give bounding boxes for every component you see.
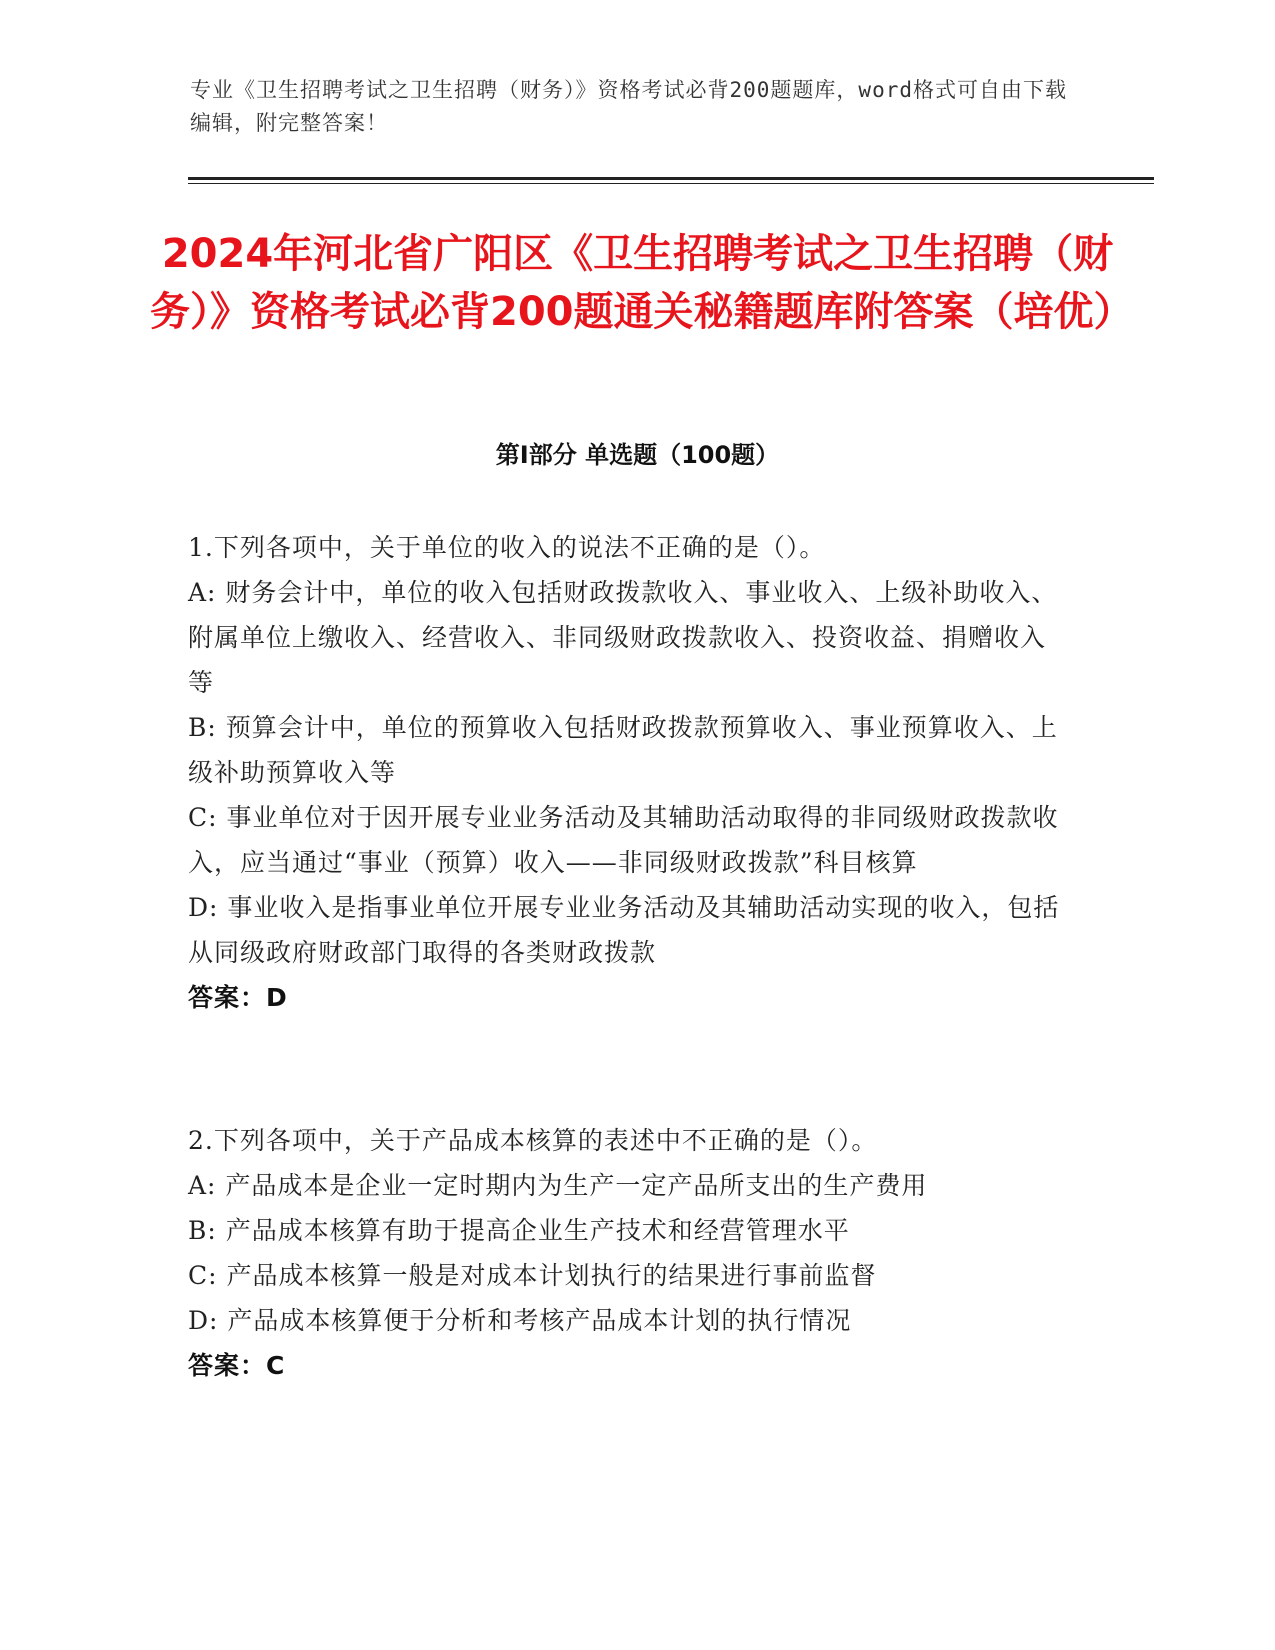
option-c: C: 事业单位对于因开展专业业务活动及其辅助活动取得的非同级财政拨款收入，应当通过“事业（预算）收入——非同级财政拨款”科目核算 [188, 803, 1059, 877]
question-stem: 2.下列各项中，关于产品成本核算的表述中不正确的是（）。 [188, 1126, 878, 1155]
question-1 [188, 525, 1068, 1020]
option-b: B: 产品成本核算有助于提高企业生产技术和经营管理水平 [188, 1216, 850, 1245]
answer: 答案：C [188, 1351, 286, 1380]
header-note: 专业《卫生招聘考试之卫生招聘（财务）》资格考试必背200题题库，word格式可自由下载编辑，附完整答案！ [190, 78, 1067, 135]
header-divider-thick [188, 177, 1154, 180]
document-title: 2024年河北省广阳区《卫生招聘考试之卫生招聘（财务）》资格考试必背200题通关秘籍题库附答案（培优） [150, 231, 1134, 335]
answer: 答案：D [188, 983, 288, 1012]
question-2 [188, 1118, 1068, 1388]
option-d: D: 产品成本核算便于分析和考核产品成本计划的执行情况 [188, 1306, 852, 1335]
option-a: A: 财务会计中，单位的收入包括财政拨款收入、事业收入、上级补助收入、附属单位上缴收入、经营收入、非同级财政拨款收入、投资收益、捐赠收入等 [188, 578, 1058, 697]
option-b: B: 预算会计中，单位的预算收入包括财政拨款预算收入、事业预算收入、上级补助预算收入等 [188, 713, 1058, 787]
header-divider-thin [188, 183, 1154, 184]
option-d: D: 事业收入是指事业单位开展专业业务活动及其辅助活动实现的收入，包括从同级政府财政部门取得的各类财政拨款 [188, 893, 1060, 967]
option-c: C: 产品成本核算一般是对成本计划执行的结果进行事前监督 [188, 1261, 877, 1290]
section-title: 第Ⅰ部分 单选题（100题） [495, 441, 780, 469]
option-a: A: 产品成本是企业一定时期内为生产一定产品所支出的生产费用 [188, 1171, 928, 1200]
question-stem: 1.下列各项中，关于单位的收入的说法不正确的是（）。 [188, 533, 826, 562]
